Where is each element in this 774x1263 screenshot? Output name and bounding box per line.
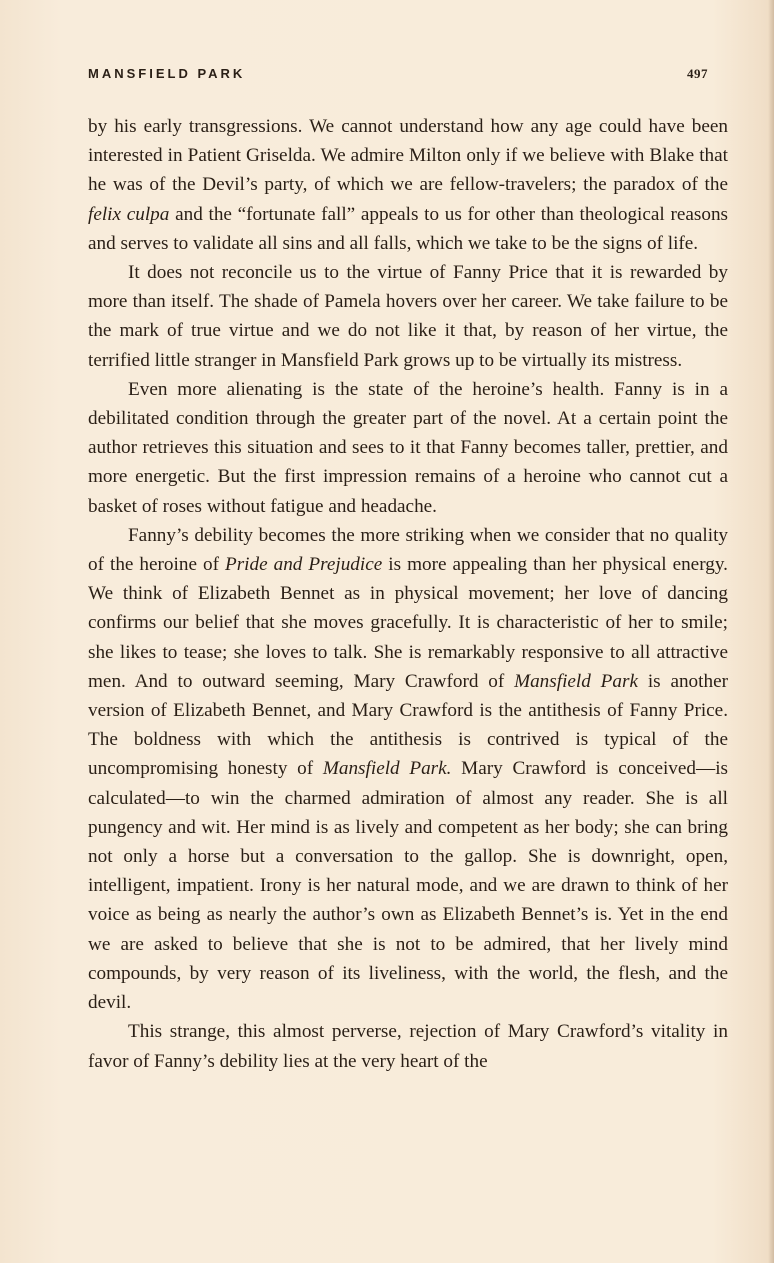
paragraph-4 xyxy=(88,521,728,1017)
running-head xyxy=(88,66,708,86)
body-text xyxy=(88,112,728,1076)
paragraph-3 xyxy=(88,375,728,521)
text-run: is another version of Elizabeth Bennet, and Mary Crawford is the antithesis of Fanny Price. The boldness with which the antithesis is contrived is typical of the uncompromising honesty of xyxy=(88,670,728,780)
text-run: Even more alienating is the state of the heroine’s health. Fanny is in a debilitated condition through the greater part of the novel. At a certain point the author retrieves this situation and sees to it that Fanny becomes taller, prettier, and more energetic. But the first impression remains of a heroine who cannot cut a basket of roses without fatigue and headache. xyxy=(88,378,728,517)
italic-title-pride-and-prejudice: Pride and Prejudice xyxy=(224,554,383,576)
italic-title-mansfield-park: Mansfield Park xyxy=(514,670,638,692)
text-run: It does not reconcile us to the virtue of Fanny Price that it is rewarded by more than itself. The shade of Pamela hovers over her career. We take failure to be the mark of true virtue and we do not like it that, by reason of her virtue, the terrified little stranger in Mansfield Park grows up to be virtually its mistress. xyxy=(88,262,728,371)
running-head-title: MANSFIELD PARK xyxy=(88,66,246,81)
italic-term-felix-culpa: felix culpa xyxy=(88,203,170,225)
text-run: Fanny’s debility becomes the more striking when we consider that no quality of the heroine of xyxy=(88,524,728,576)
text-run: Mary Crawford is conceived—is calculated—to win the charmed admiration of almost any reader. She is all pungency and wit. Her mind is as lively and competent as her body; she can bring not only a horse but a conversation to the gallop. She is downright, open, intelligent, impatient. Irony is her natural mode, and we are drawn to think of her voice as being as nearly the author’s own as Elizabeth Bennet’s is. Yet in the end we are asked to believe that she is not to be admired, that her lively mind compounds, by very reason of its liveliness, with the world, the flesh, and the devil. xyxy=(88,758,728,1014)
text-run: is more appealing than her physical energy. We think of Elizabeth Bennet as in physical movement; her love of dancing confirms our belief that she moves gracefully. It is characteristic of her to smile; she likes to tease; she loves to talk. She is remarkably responsive to all attractive men. And to outward seeming, Mary Crawford of xyxy=(88,554,728,692)
text-run: This strange, this almost perverse, rejection of Mary Crawford’s vitality in favor of Fanny’s debility lies at the very heart of the xyxy=(88,1021,728,1072)
italic-title-mansfield-park: Mansfield Park. xyxy=(322,758,452,780)
paragraph-5 xyxy=(88,1017,728,1075)
paragraph-1 xyxy=(88,112,728,258)
page-number: 497 xyxy=(687,66,708,81)
paragraph-2 xyxy=(88,258,728,375)
text-run: and the “fortunate fall” appeals to us for other than theological reasons and serves to validate all sins and all falls, which we take to be the signs of life. xyxy=(88,203,728,254)
text-run: by his early transgressions. We cannot understand how any age could have been interested in Patient Griselda. We admire Milton only if we believe with Blake that he was of the Devil’s party, of which we are fellow-travelers; the paradox of the xyxy=(88,116,728,196)
